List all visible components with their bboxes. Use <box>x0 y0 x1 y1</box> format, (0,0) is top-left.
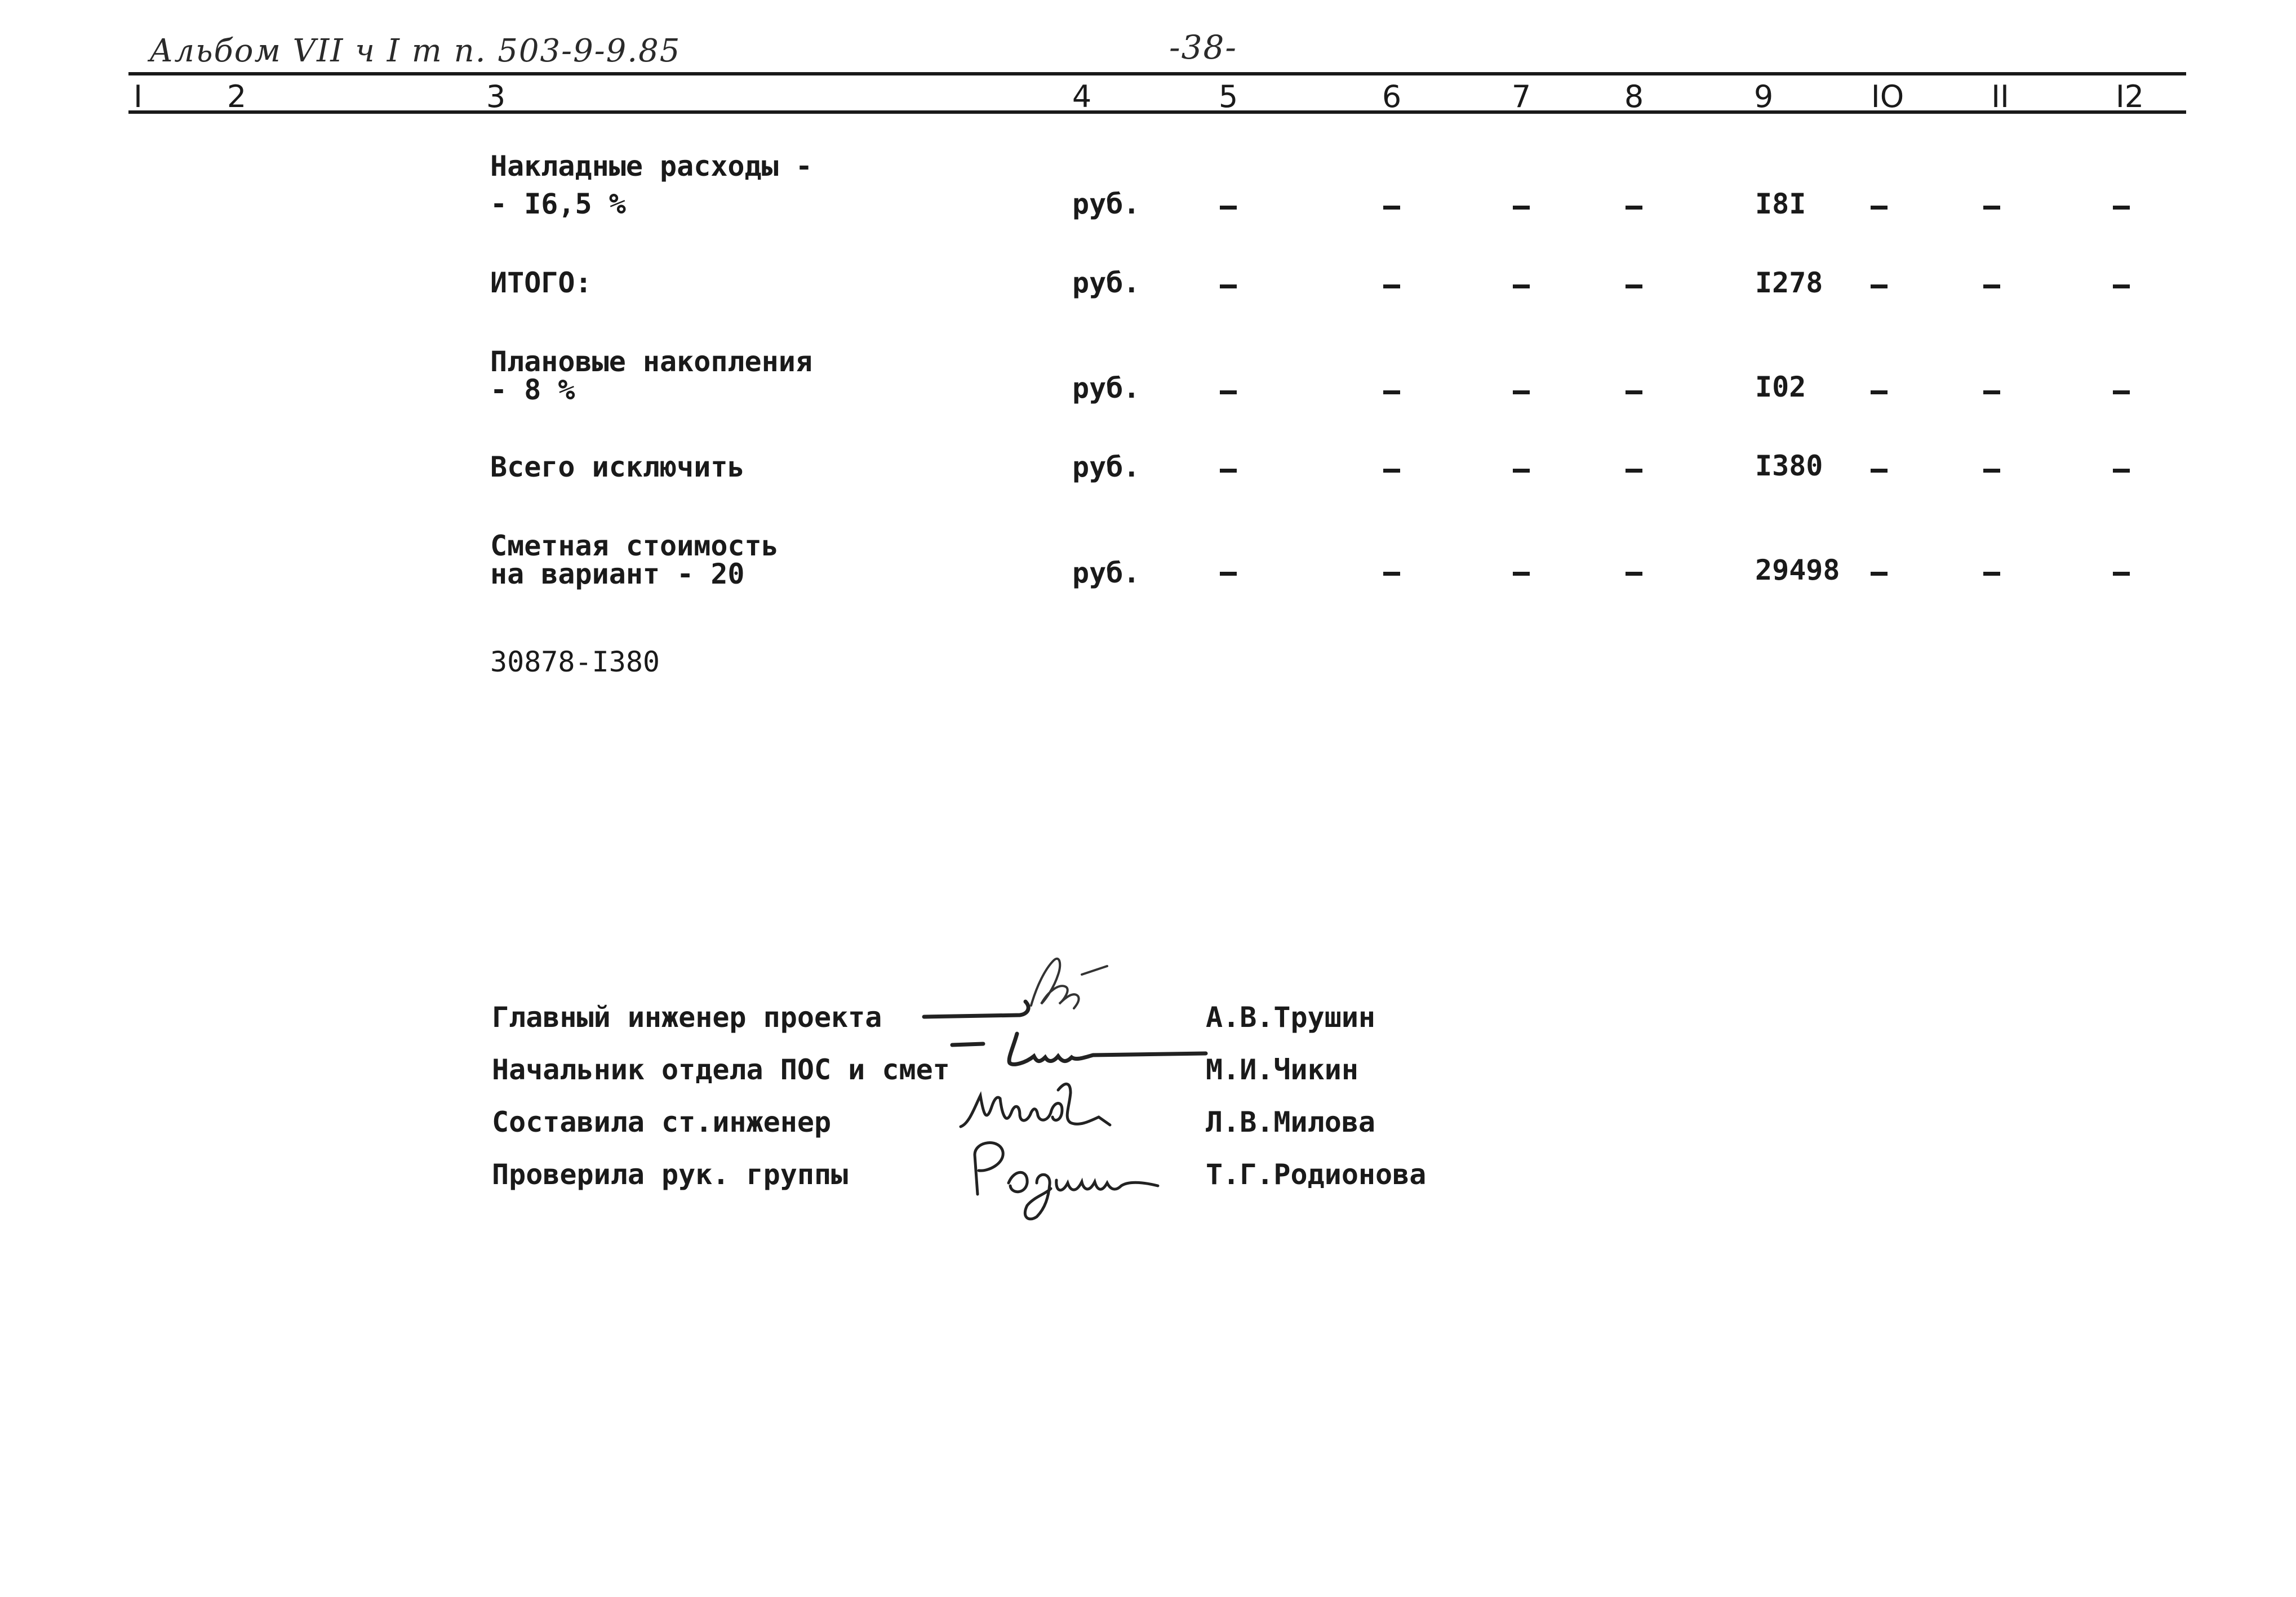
empty-cell-dash <box>1871 390 1888 394</box>
row-value-col9: I8I <box>1755 188 1806 220</box>
empty-cell-dash <box>1626 572 1642 576</box>
column-number: II <box>1991 79 2009 114</box>
signature-chief-engineer <box>918 952 1211 1025</box>
empty-cell-dash <box>1383 206 1400 210</box>
row-unit: руб. <box>1072 372 1140 404</box>
signatory-title-department-head: Начальник отдела ПОС и смет <box>492 1053 950 1086</box>
column-number: 2 <box>227 79 247 114</box>
empty-cell-dash <box>1871 206 1888 210</box>
page-number: -38- <box>1169 28 1237 66</box>
row-label: ИТОГО: <box>490 266 592 299</box>
empty-cell-dash <box>1383 469 1400 473</box>
column-number: 5 <box>1218 79 1238 114</box>
row-label: Плановые накопления <box>490 345 812 378</box>
column-number: I2 <box>2115 79 2144 114</box>
empty-cell-dash <box>1513 284 1530 288</box>
row-unit: руб. <box>1072 188 1140 220</box>
empty-cell-dash <box>1626 206 1642 210</box>
signatory-name-chief-engineer: А.В.Трушин <box>1206 1001 1376 1034</box>
empty-cell-dash <box>1626 284 1642 288</box>
empty-cell-dash <box>1220 206 1237 210</box>
empty-cell-dash <box>1513 206 1530 210</box>
empty-cell-dash <box>1383 390 1400 394</box>
empty-cell-dash <box>1383 572 1400 576</box>
column-number: 6 <box>1382 79 1402 114</box>
row-value-col9: I02 <box>1755 371 1806 403</box>
empty-cell-dash <box>2113 469 2130 473</box>
row-label: Сметная стоимость <box>490 530 779 562</box>
row-unit: руб. <box>1072 557 1140 589</box>
empty-cell-dash <box>1983 469 2000 473</box>
album-reference: Альбом VII ч I т п. 503-9-9.85 <box>149 33 681 69</box>
row-value-col9: 29498 <box>1755 554 1840 586</box>
empty-cell-dash <box>2113 572 2130 576</box>
signatory-title-checker: Проверила рук. группы <box>492 1158 849 1191</box>
signatory-title-compiler: Составила ст.инженер <box>492 1106 832 1138</box>
column-number: 4 <box>1072 79 1092 114</box>
header-rule-top <box>128 72 2186 75</box>
empty-cell-dash <box>1626 469 1642 473</box>
empty-cell-dash <box>1983 572 2000 576</box>
column-number: IO <box>1871 79 1904 114</box>
signatory-name-department-head: М.И.Чикин <box>1206 1053 1358 1086</box>
empty-cell-dash <box>1513 469 1530 473</box>
column-number: I <box>134 79 143 114</box>
column-number: 8 <box>1624 79 1644 114</box>
empty-cell-dash <box>1220 284 1237 288</box>
signatory-name-compiler: Л.В.Милова <box>1206 1106 1376 1138</box>
empty-cell-dash <box>1871 572 1888 576</box>
row-label: - I6,5 % <box>490 188 626 220</box>
row-value-col9: I278 <box>1755 266 1823 299</box>
column-number: 9 <box>1753 79 1774 114</box>
row-unit: руб. <box>1072 451 1140 483</box>
empty-cell-dash <box>1513 390 1530 394</box>
signature-checker <box>966 1127 1169 1228</box>
empty-cell-dash <box>2113 390 2130 394</box>
empty-cell-dash <box>2113 206 2130 210</box>
row-unit: руб. <box>1072 266 1140 299</box>
empty-cell-dash <box>1220 469 1237 473</box>
column-number: 3 <box>486 79 506 114</box>
row-label: - 8 % <box>490 373 575 406</box>
column-number: 7 <box>1511 79 1531 114</box>
empty-cell-dash <box>2113 284 2130 288</box>
signatory-title-chief-engineer: Главный инженер проекта <box>492 1001 882 1034</box>
row-label: Всего исключить <box>490 451 745 483</box>
empty-cell-dash <box>1983 206 2000 210</box>
empty-cell-dash <box>1871 284 1888 288</box>
empty-cell-dash <box>1983 284 2000 288</box>
empty-cell-dash <box>1513 572 1530 576</box>
empty-cell-dash <box>1626 390 1642 394</box>
row-value-col9: I380 <box>1755 450 1823 482</box>
signatory-name-checker: Т.Г.Родионова <box>1206 1158 1427 1191</box>
empty-cell-dash <box>1383 284 1400 288</box>
row-label: Накладные расходы - <box>490 150 812 183</box>
empty-cell-dash <box>1220 390 1237 394</box>
empty-cell-dash <box>1220 572 1237 576</box>
calculation-note: 30878-I380 <box>490 646 660 678</box>
empty-cell-dash <box>1871 469 1888 473</box>
empty-cell-dash <box>1983 390 2000 394</box>
row-label: на вариант - 20 <box>490 558 745 590</box>
